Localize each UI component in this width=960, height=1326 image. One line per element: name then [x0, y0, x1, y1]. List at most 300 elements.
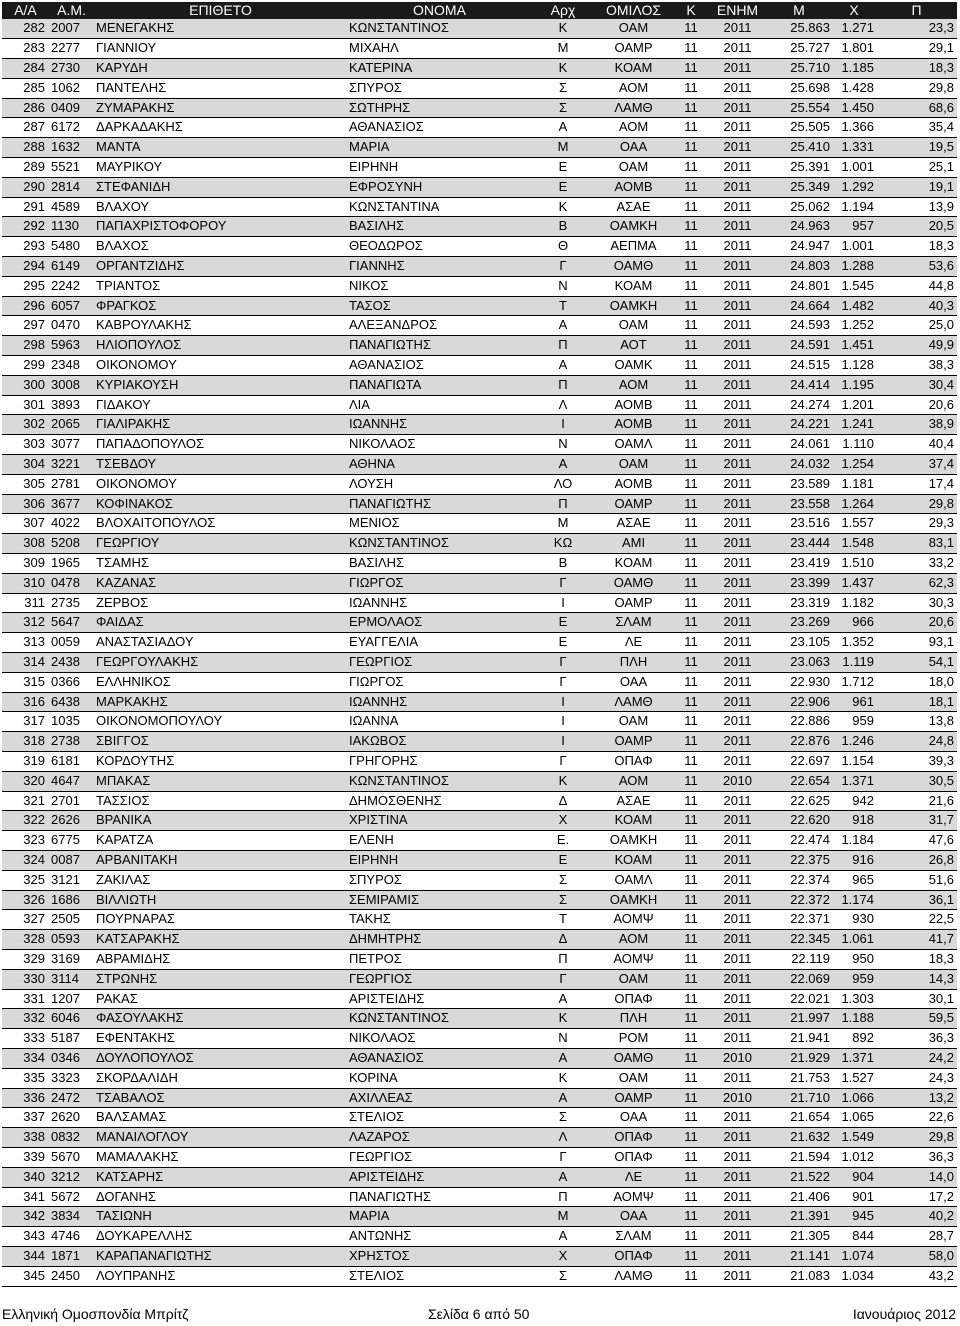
- cell-m: 21.406: [766, 1187, 832, 1207]
- cell-m: 22.371: [766, 910, 832, 930]
- cell-m: 24.414: [766, 375, 832, 395]
- cell-m: 25.349: [766, 177, 832, 197]
- cell-initial: Α: [532, 1048, 594, 1068]
- cell-p: 13,2: [876, 1088, 957, 1108]
- cell-club: ΟΑΑ: [594, 1108, 673, 1128]
- cell-surname: ΜΑΝΑΙΛΟΓΛΟΥ: [94, 1128, 347, 1148]
- cell-m: 22.372: [766, 890, 832, 910]
- cell-name: ΣΩΤΗΡΗΣ: [347, 98, 532, 118]
- table-header: [2, 2, 957, 19]
- cell-x: 1.557: [832, 514, 876, 534]
- cell-x: 1.154: [832, 751, 876, 771]
- cell-update: 2011: [709, 712, 766, 732]
- cell-x: 1.331: [832, 138, 876, 158]
- cell-m: 23.269: [766, 613, 832, 633]
- cell-name: ΚΩΝΣΤΑΝΤΙΝΟΣ: [347, 19, 532, 39]
- cell-surname: ΚΑΤΣΑΡΑΚΗΣ: [94, 930, 347, 950]
- cell-surname: ΠΑΝΤΕΛΗΣ: [94, 78, 347, 98]
- cell-am: 2738: [49, 732, 94, 752]
- cell-aa: 306: [2, 494, 49, 514]
- col-am-header: Α.Μ.: [49, 2, 94, 19]
- cell-am: 6149: [49, 257, 94, 277]
- cell-name: ΚΩΝΣΤΑΝΤΙΝΟΣ: [347, 1009, 532, 1029]
- cell-p: 83,1: [876, 534, 957, 554]
- cell-update: 2010: [709, 1048, 766, 1068]
- table-row: [2, 494, 957, 514]
- table-row: [2, 850, 957, 870]
- cell-x: 966: [832, 613, 876, 633]
- cell-surname: ΜΑΥΡΙΚΟΥ: [94, 158, 347, 178]
- rankings-table: [2, 2, 957, 1287]
- cell-surname: ΠΑΠΑΧΡΙΣΤΟΦΟΡΟΥ: [94, 217, 347, 237]
- table-row: [2, 1266, 957, 1286]
- cell-am: 6057: [49, 296, 94, 316]
- cell-am: 5670: [49, 1147, 94, 1167]
- cell-m: 25.062: [766, 197, 832, 217]
- cell-p: 25,1: [876, 158, 957, 178]
- cell-update: 2011: [709, 98, 766, 118]
- cell-surname: ΑΡΒΑΝΙΤΑΚΗ: [94, 850, 347, 870]
- cell-aa: 305: [2, 474, 49, 494]
- cell-aa: 344: [2, 1246, 49, 1266]
- table-row: [2, 1068, 957, 1088]
- cell-aa: 340: [2, 1167, 49, 1187]
- cell-k: 11: [673, 1147, 709, 1167]
- cell-initial: Τ: [532, 296, 594, 316]
- cell-aa: 343: [2, 1227, 49, 1247]
- cell-club: ΟΑΜΘ: [594, 573, 673, 593]
- cell-club: ΑΟΜ: [594, 375, 673, 395]
- cell-club: ΟΑΑ: [594, 672, 673, 692]
- cell-update: 2011: [709, 672, 766, 692]
- cell-club: ΑΟΜΒ: [594, 415, 673, 435]
- cell-p: 18,3: [876, 59, 957, 79]
- cell-update: 2010: [709, 771, 766, 791]
- cell-k: 11: [673, 633, 709, 653]
- cell-aa: 310: [2, 573, 49, 593]
- cell-k: 11: [673, 672, 709, 692]
- cell-p: 18,3: [876, 949, 957, 969]
- cell-club: ΑΟΜΒ: [594, 474, 673, 494]
- cell-m: 24.803: [766, 257, 832, 277]
- cell-club: ΟΑΜΘ: [594, 257, 673, 277]
- cell-name: ΘΕΟΔΩΡΟΣ: [347, 237, 532, 257]
- cell-name: ΧΡΙΣΤΙΝΑ: [347, 811, 532, 831]
- cell-club: ΛΕ: [594, 1167, 673, 1187]
- cell-am: 1062: [49, 78, 94, 98]
- cell-update: 2011: [709, 39, 766, 59]
- cell-aa: 336: [2, 1088, 49, 1108]
- cell-x: 1.195: [832, 375, 876, 395]
- table-row: [2, 276, 957, 296]
- cell-p: 18,1: [876, 692, 957, 712]
- footer-organization: Ελληνική Ομοσπονδία Μπρίτζ: [2, 1306, 189, 1322]
- cell-name: ΕΙΡΗΝΗ: [347, 850, 532, 870]
- cell-x: 942: [832, 791, 876, 811]
- table-row: [2, 949, 957, 969]
- cell-m: 23.419: [766, 554, 832, 574]
- cell-x: 1.371: [832, 771, 876, 791]
- cell-update: 2011: [709, 474, 766, 494]
- cell-name: ΑΘΑΝΑΣΙΟΣ: [347, 1048, 532, 1068]
- cell-club: ΟΑΜ: [594, 455, 673, 475]
- table-row: [2, 989, 957, 1009]
- cell-x: 959: [832, 969, 876, 989]
- cell-k: 11: [673, 1167, 709, 1187]
- table-row: [2, 573, 957, 593]
- cell-m: 25.410: [766, 138, 832, 158]
- cell-aa: 298: [2, 336, 49, 356]
- cell-name: ΣΤΕΛΙΟΣ: [347, 1266, 532, 1286]
- cell-m: 21.391: [766, 1207, 832, 1227]
- cell-update: 2011: [709, 613, 766, 633]
- cell-am: 2620: [49, 1108, 94, 1128]
- cell-p: 44,8: [876, 276, 957, 296]
- cell-k: 11: [673, 1068, 709, 1088]
- cell-surname: ΣΤΕΦΑΝΙΔΗ: [94, 177, 347, 197]
- cell-p: 40,2: [876, 1207, 957, 1227]
- col-p-header: Π: [876, 2, 957, 19]
- cell-aa: 333: [2, 1029, 49, 1049]
- table-row: [2, 1207, 957, 1227]
- cell-initial: Ε: [532, 158, 594, 178]
- cell-p: 13,8: [876, 712, 957, 732]
- cell-club: ΑΕΠΜΑ: [594, 237, 673, 257]
- cell-aa: 342: [2, 1207, 49, 1227]
- cell-am: 0832: [49, 1128, 94, 1148]
- cell-p: 38,9: [876, 415, 957, 435]
- cell-m: 25.710: [766, 59, 832, 79]
- table-row: [2, 356, 957, 376]
- table-row: [2, 197, 957, 217]
- cell-surname: ΤΑΣΙΩΝΗ: [94, 1207, 347, 1227]
- cell-surname: ΚΑΡΥΔΗ: [94, 59, 347, 79]
- cell-surname: ΒΛΟΧΑΙΤΟΠΟΥΛΟΣ: [94, 514, 347, 534]
- cell-am: 3212: [49, 1167, 94, 1187]
- table-body: [2, 19, 957, 1286]
- cell-k: 11: [673, 375, 709, 395]
- cell-initial: Ι: [532, 593, 594, 613]
- cell-k: 11: [673, 712, 709, 732]
- cell-name: ΙΩΑΝΝΗΣ: [347, 415, 532, 435]
- cell-update: 2011: [709, 59, 766, 79]
- cell-am: 2814: [49, 177, 94, 197]
- cell-update: 2011: [709, 356, 766, 376]
- cell-p: 18,0: [876, 672, 957, 692]
- cell-update: 2011: [709, 217, 766, 237]
- cell-x: 1.188: [832, 1009, 876, 1029]
- table-row: [2, 415, 957, 435]
- cell-aa: 338: [2, 1128, 49, 1148]
- cell-initial: Ε: [532, 633, 594, 653]
- cell-m: 23.558: [766, 494, 832, 514]
- cell-p: 47,6: [876, 831, 957, 851]
- cell-p: 18,3: [876, 237, 957, 257]
- cell-x: 1.264: [832, 494, 876, 514]
- cell-x: 1.712: [832, 672, 876, 692]
- cell-p: 24,8: [876, 732, 957, 752]
- page-footer: [0, 1306, 960, 1324]
- table-row: [2, 653, 957, 673]
- cell-p: 24,3: [876, 1068, 957, 1088]
- cell-name: ΒΑΣΙΛΗΣ: [347, 554, 532, 574]
- cell-aa: 324: [2, 850, 49, 870]
- cell-club: ΑΟΤ: [594, 336, 673, 356]
- cell-m: 24.274: [766, 395, 832, 415]
- table-row: [2, 1167, 957, 1187]
- cell-x: 1.482: [832, 296, 876, 316]
- table-row: [2, 1009, 957, 1029]
- cell-am: 5963: [49, 336, 94, 356]
- cell-surname: ΚΟΡΔΟΥΤΗΣ: [94, 751, 347, 771]
- table-row: [2, 217, 957, 237]
- cell-initial: Γ: [532, 257, 594, 277]
- cell-surname: ΕΦΕΝΤΑΚΗΣ: [94, 1029, 347, 1049]
- cell-initial: Α: [532, 1227, 594, 1247]
- cell-m: 25.505: [766, 118, 832, 138]
- table-row: [2, 1048, 957, 1068]
- cell-m: 23.444: [766, 534, 832, 554]
- cell-surname: ΟΙΚΟΝΟΜΟΥ: [94, 474, 347, 494]
- cell-k: 11: [673, 1266, 709, 1286]
- table-row: [2, 1147, 957, 1167]
- cell-k: 11: [673, 751, 709, 771]
- cell-k: 11: [673, 296, 709, 316]
- cell-aa: 330: [2, 969, 49, 989]
- cell-x: 844: [832, 1227, 876, 1247]
- cell-name: ΙΩΑΝΝΑ: [347, 712, 532, 732]
- cell-k: 11: [673, 118, 709, 138]
- cell-am: 2242: [49, 276, 94, 296]
- cell-name: ΕΙΡΗΝΗ: [347, 158, 532, 178]
- cell-x: 957: [832, 217, 876, 237]
- cell-k: 11: [673, 692, 709, 712]
- cell-name: ΚΑΤΕΡΙΝΑ: [347, 59, 532, 79]
- cell-p: 36,3: [876, 1147, 957, 1167]
- cell-aa: 315: [2, 672, 49, 692]
- cell-p: 35,4: [876, 118, 957, 138]
- cell-initial: Π: [532, 336, 594, 356]
- cell-k: 11: [673, 59, 709, 79]
- cell-x: 1.352: [832, 633, 876, 653]
- cell-am: 5187: [49, 1029, 94, 1049]
- table-row: [2, 375, 957, 395]
- cell-k: 11: [673, 1048, 709, 1068]
- cell-club: ΟΑΜ: [594, 1068, 673, 1088]
- cell-name: ΕΡΜΟΛΑΟΣ: [347, 613, 532, 633]
- cell-k: 11: [673, 870, 709, 890]
- table-row: [2, 1227, 957, 1247]
- cell-m: 22.620: [766, 811, 832, 831]
- cell-surname: ΜΕΝΕΓΑΚΗΣ: [94, 19, 347, 39]
- cell-aa: 318: [2, 732, 49, 752]
- cell-k: 11: [673, 949, 709, 969]
- cell-surname: ΟΡΓΑΝΤΖΙΔΗΣ: [94, 257, 347, 277]
- cell-p: 41,7: [876, 930, 957, 950]
- cell-initial: Ε: [532, 613, 594, 633]
- cell-k: 11: [673, 732, 709, 752]
- cell-initial: Σ: [532, 870, 594, 890]
- cell-surname: ΤΑΣΣΙΟΣ: [94, 791, 347, 811]
- cell-update: 2011: [709, 375, 766, 395]
- cell-am: 3323: [49, 1068, 94, 1088]
- cell-name: ΚΟΡΙΝΑ: [347, 1068, 532, 1088]
- cell-name: ΓΙΩΡΓΟΣ: [347, 672, 532, 692]
- cell-aa: 345: [2, 1266, 49, 1286]
- cell-club: ΑΟΜΨ: [594, 949, 673, 969]
- cell-update: 2011: [709, 1029, 766, 1049]
- cell-initial: Γ: [532, 1147, 594, 1167]
- table-row: [2, 1187, 957, 1207]
- cell-am: 3114: [49, 969, 94, 989]
- cell-k: 11: [673, 138, 709, 158]
- table-row: [2, 19, 957, 39]
- cell-initial: Α: [532, 989, 594, 1009]
- table-row: [2, 870, 957, 890]
- cell-update: 2011: [709, 593, 766, 613]
- cell-m: 22.069: [766, 969, 832, 989]
- cell-k: 11: [673, 336, 709, 356]
- cell-initial: ΚΩ: [532, 534, 594, 554]
- cell-initial: Α: [532, 118, 594, 138]
- cell-club: ΑΟΜ: [594, 771, 673, 791]
- cell-m: 24.061: [766, 435, 832, 455]
- cell-initial: Σ: [532, 890, 594, 910]
- cell-surname: ΔΟΥΛΟΠΟΥΛΟΣ: [94, 1048, 347, 1068]
- cell-m: 22.697: [766, 751, 832, 771]
- cell-k: 11: [673, 177, 709, 197]
- cell-x: 1.437: [832, 573, 876, 593]
- cell-update: 2011: [709, 811, 766, 831]
- cell-k: 11: [673, 395, 709, 415]
- cell-update: 2011: [709, 237, 766, 257]
- cell-p: 30,4: [876, 375, 957, 395]
- cell-am: 6172: [49, 118, 94, 138]
- cell-p: 23,3: [876, 19, 957, 39]
- table-row: [2, 78, 957, 98]
- table-row: [2, 811, 957, 831]
- cell-surname: ΦΡΑΓΚΟΣ: [94, 296, 347, 316]
- cell-am: 3221: [49, 455, 94, 475]
- cell-k: 11: [673, 850, 709, 870]
- cell-x: 1.366: [832, 118, 876, 138]
- cell-initial: Μ: [532, 514, 594, 534]
- cell-am: 0478: [49, 573, 94, 593]
- cell-x: 1.254: [832, 455, 876, 475]
- cell-k: 11: [673, 494, 709, 514]
- cell-name: ΙΩΑΝΝΗΣ: [347, 593, 532, 613]
- cell-m: 21.522: [766, 1167, 832, 1187]
- cell-am: 5647: [49, 613, 94, 633]
- cell-update: 2011: [709, 296, 766, 316]
- table-row: [2, 39, 957, 59]
- cell-initial: Γ: [532, 969, 594, 989]
- cell-name: ΣΕΜΙΡΑΜΙΣ: [347, 890, 532, 910]
- cell-m: 21.654: [766, 1108, 832, 1128]
- cell-am: 2438: [49, 653, 94, 673]
- cell-am: 3077: [49, 435, 94, 455]
- col-x-header: Χ: [832, 2, 876, 19]
- cell-club: ΟΑΜ: [594, 19, 673, 39]
- cell-x: 945: [832, 1207, 876, 1227]
- cell-surname: ΖΕΡΒΟΣ: [94, 593, 347, 613]
- cell-aa: 304: [2, 455, 49, 475]
- col-update-header: ΕΝΗΜ: [709, 2, 766, 19]
- cell-club: ΑΣΑΕ: [594, 197, 673, 217]
- cell-p: 53,6: [876, 257, 957, 277]
- cell-am: 6438: [49, 692, 94, 712]
- cell-m: 22.119: [766, 949, 832, 969]
- cell-aa: 334: [2, 1048, 49, 1068]
- cell-am: 2007: [49, 19, 94, 39]
- cell-x: 1.428: [832, 78, 876, 98]
- cell-am: 2472: [49, 1088, 94, 1108]
- cell-m: 23.516: [766, 514, 832, 534]
- cell-name: ΜΙΧΑΗΛ: [347, 39, 532, 59]
- cell-update: 2011: [709, 197, 766, 217]
- cell-surname: ΦΑΙΔΑΣ: [94, 613, 347, 633]
- cell-club: ΟΑΜΘ: [594, 1048, 673, 1068]
- cell-p: 39,3: [876, 751, 957, 771]
- cell-name: ΛΑΖΑΡΟΣ: [347, 1128, 532, 1148]
- cell-k: 11: [673, 554, 709, 574]
- cell-aa: 288: [2, 138, 49, 158]
- cell-club: ΛΑΜΘ: [594, 692, 673, 712]
- cell-m: 24.591: [766, 336, 832, 356]
- cell-m: 22.021: [766, 989, 832, 1009]
- table-row: [2, 613, 957, 633]
- table-row: [2, 138, 957, 158]
- cell-update: 2011: [709, 257, 766, 277]
- cell-update: 2011: [709, 514, 766, 534]
- cell-m: 24.515: [766, 356, 832, 376]
- cell-x: 1.288: [832, 257, 876, 277]
- cell-am: 0593: [49, 930, 94, 950]
- cell-m: 23.399: [766, 573, 832, 593]
- cell-am: 1686: [49, 890, 94, 910]
- cell-name: ΧΡΗΣΤΟΣ: [347, 1246, 532, 1266]
- col-initial-header: Αρχ: [532, 2, 594, 19]
- cell-k: 11: [673, 158, 709, 178]
- cell-x: 965: [832, 870, 876, 890]
- cell-p: 14,0: [876, 1167, 957, 1187]
- cell-update: 2011: [709, 78, 766, 98]
- cell-club: ΟΠΑΦ: [594, 989, 673, 1009]
- cell-update: 2011: [709, 633, 766, 653]
- cell-surname: ΗΛΙΟΠΟΥΛΟΣ: [94, 336, 347, 356]
- col-name-header: ΟΝΟΜΑ: [347, 2, 532, 19]
- cell-x: 1.184: [832, 831, 876, 851]
- cell-surname: ΚΑΖΑΝΑΣ: [94, 573, 347, 593]
- cell-name: ΕΥΑΓΓΕΛΙΑ: [347, 633, 532, 653]
- cell-am: 4647: [49, 771, 94, 791]
- cell-club: ΟΑΜΛ: [594, 435, 673, 455]
- cell-aa: 294: [2, 257, 49, 277]
- cell-club: ΑΣΑΕ: [594, 514, 673, 534]
- cell-m: 21.594: [766, 1147, 832, 1167]
- cell-x: 1.001: [832, 237, 876, 257]
- cell-k: 11: [673, 217, 709, 237]
- cell-m: 22.474: [766, 831, 832, 851]
- cell-update: 2011: [709, 1187, 766, 1207]
- cell-initial: Β: [532, 554, 594, 574]
- cell-k: 11: [673, 1227, 709, 1247]
- cell-p: 20,6: [876, 395, 957, 415]
- cell-aa: 292: [2, 217, 49, 237]
- cell-update: 2011: [709, 554, 766, 574]
- cell-aa: 303: [2, 435, 49, 455]
- cell-update: 2011: [709, 494, 766, 514]
